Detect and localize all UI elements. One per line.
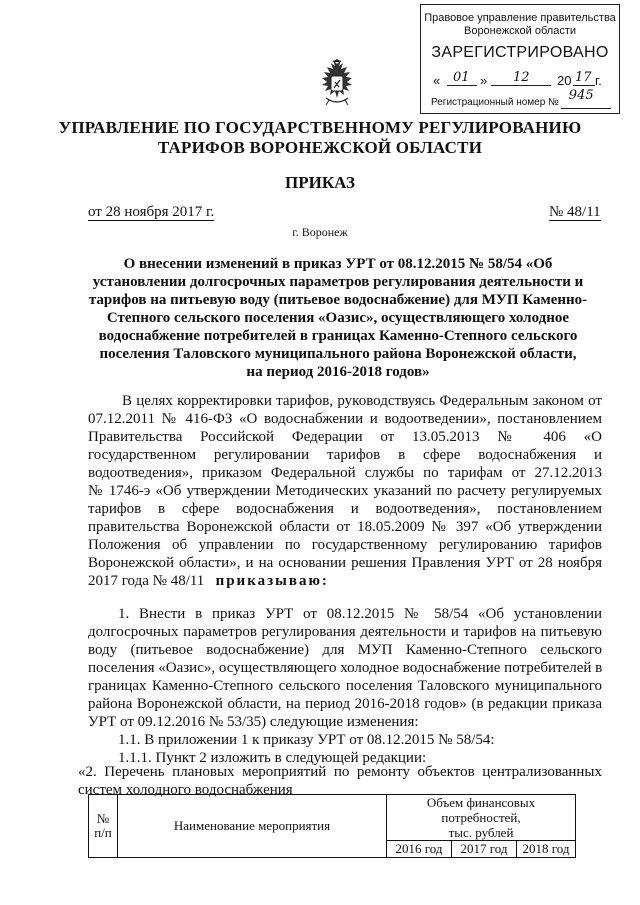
item-1-line: района Воронежской области, на период 2016-2018 годов» (в редакции приказа <box>88 696 602 712</box>
preamble-last-text: 2017 года № 48/11 <box>88 573 205 589</box>
item-1-1-1-text: 1.1.1. Пункт 2 изложить в следующей редакции: <box>118 750 427 766</box>
col-finance-line-1: Объем финансовых потребностей, <box>426 795 536 825</box>
stamp-year: 17 <box>575 70 592 85</box>
stamp-line-1: Правовое управление правительства <box>424 12 616 24</box>
stamp-month: 12 <box>513 70 530 85</box>
order-date-text: от 28 ноября 2017 г. <box>88 204 215 220</box>
order-number-text: № 48/11 <box>549 204 601 220</box>
voronezh-coat-of-arms-icon <box>314 58 360 108</box>
preamble <box>88 392 602 590</box>
preamble-line: № 1746-э «Об утверждении Методических указаний по расчету регулируемых <box>88 483 602 499</box>
preamble-line: тарифов в сфере водоснабжения и водоотведения», постановлением <box>88 501 602 517</box>
measures-table <box>88 794 576 858</box>
col-measure-name: Наименование мероприятия <box>118 795 387 858</box>
stamp-number-label: Регистрационный номер № <box>431 97 559 108</box>
preamble-line: Воронежской области», и на основании решения Правления УРТ от 28 ноября <box>88 555 602 571</box>
item-1-line: 1. Внести в приказ УРТ от 08.12.2015 № 58/54 «Об установлении <box>118 606 602 622</box>
preamble-line: государственном регулировании тарифов в сфере водоснабжения и <box>88 447 602 463</box>
city: г. Воронеж <box>292 225 348 239</box>
order-date <box>88 204 214 221</box>
subject-line: установлении долгосрочных параметров регулирования деятельности и <box>92 274 584 290</box>
col-finance-line-2: тыс. рублей <box>448 825 514 840</box>
stamp-reg-number <box>431 88 611 109</box>
org-name-line-1: УПРАВЛЕНИЕ ПО ГОСУДАРСТВЕННОМУ РЕГУЛИРОВАНИЮ <box>58 118 582 137</box>
stamp-quote-close: » <box>480 73 488 88</box>
col-year-2017: 2017 год <box>452 841 517 858</box>
item-1-line: долгосрочных параметров регулирования деятельности и тарифов на питьевую <box>88 624 602 640</box>
stamp-day: 01 <box>453 70 470 85</box>
item-1 <box>88 605 602 731</box>
stamp-authority <box>421 12 619 38</box>
col-year-2018: 2018 год <box>517 841 576 858</box>
subject-line: на период 2016-2018 годов» <box>246 364 430 380</box>
subject-line: поселения Таловского муниципального района Воронежской области, <box>99 346 577 362</box>
item-2-line: систем холодного водоснабжения <box>78 782 293 798</box>
col-finance <box>387 795 576 841</box>
registration-stamp <box>420 4 620 114</box>
col-number-line-2: п/п <box>94 825 112 840</box>
preamble-line: В целях корректировки тарифов, руководствуясь Федеральным законом от <box>122 393 602 409</box>
item-1-line: УРТ от 09.12.2016 № 53/35) следующие изменения: <box>88 714 419 730</box>
stamp-line-2: Воронежской области <box>463 25 576 37</box>
stamp-number-value: 945 <box>568 88 594 103</box>
org-name-line-2: ТАРИФОВ ВОРОНЕЖСКОЙ ОБЛАСТИ <box>157 138 483 157</box>
stamp-year-prefix: 20 <box>557 73 572 88</box>
preamble-line: Правительства Российской Федерации от 13.05.2013 № 406 «О <box>88 429 602 445</box>
order-word: приказываю: <box>215 573 329 589</box>
preamble-line: Положения об управлении по государственному регулированию тарифов <box>88 537 602 553</box>
order-number <box>549 204 601 221</box>
subject-line: водоснабжение потребителей в границах Каменно-Степного сельского <box>98 328 578 344</box>
preamble-line: правительства Воронежской области от 18.05.2009 № 397 «Об утверждении <box>88 519 602 535</box>
item-1-line: границах Каменно-Степного сельского поселения Таловского муниципального <box>88 678 602 694</box>
subject-line: Степного сельского поселения «Оазис», осуществляющего холодное <box>106 310 570 326</box>
item-1-line: воду (питьевое водоснабжение) для МУП Каменно-Степного сельского <box>88 642 602 658</box>
col-year-2016: 2016 год <box>387 841 452 858</box>
preamble-line: водоотведения», приказом Федеральной службы по тарифам от 27.12.2013 <box>88 465 602 481</box>
col-number-line-1: № <box>96 811 110 826</box>
stamp-quote-open: « <box>433 73 441 88</box>
document-type: ПРИКАЗ <box>285 173 355 192</box>
stamp-year-suffix: г. <box>595 73 602 88</box>
item-1-1-text: 1.1. В приложении 1 к приказу УРТ от 08.12.2015 № 58/54: <box>118 732 495 748</box>
stamp-registered: ЗАРЕГИСТРИРОВАНО <box>431 44 609 61</box>
preamble-line: 07.12.2011 № 416-ФЗ «О водоснабжении и водоотведении», постановлением <box>88 411 602 427</box>
preamble-last-line <box>88 572 602 590</box>
col-number <box>89 795 118 858</box>
item-1-line: поселения «Оазис», осуществляющего холодное водоснабжение потребителей в <box>88 660 603 676</box>
item-2-line: «2. Перечень плановых мероприятий по ремонту объектов централизованных <box>78 764 602 780</box>
subject-line: тарифов на питьевую воду (питьевое водоснабжение) для МУП Каменно- <box>88 292 588 308</box>
item-1-1 <box>118 731 602 749</box>
order-subject <box>86 255 590 381</box>
stamp-date <box>433 70 607 89</box>
subject-line: О внесении изменений в приказ УРТ от 08.12.2015 № 58/54 «Об <box>123 256 553 272</box>
